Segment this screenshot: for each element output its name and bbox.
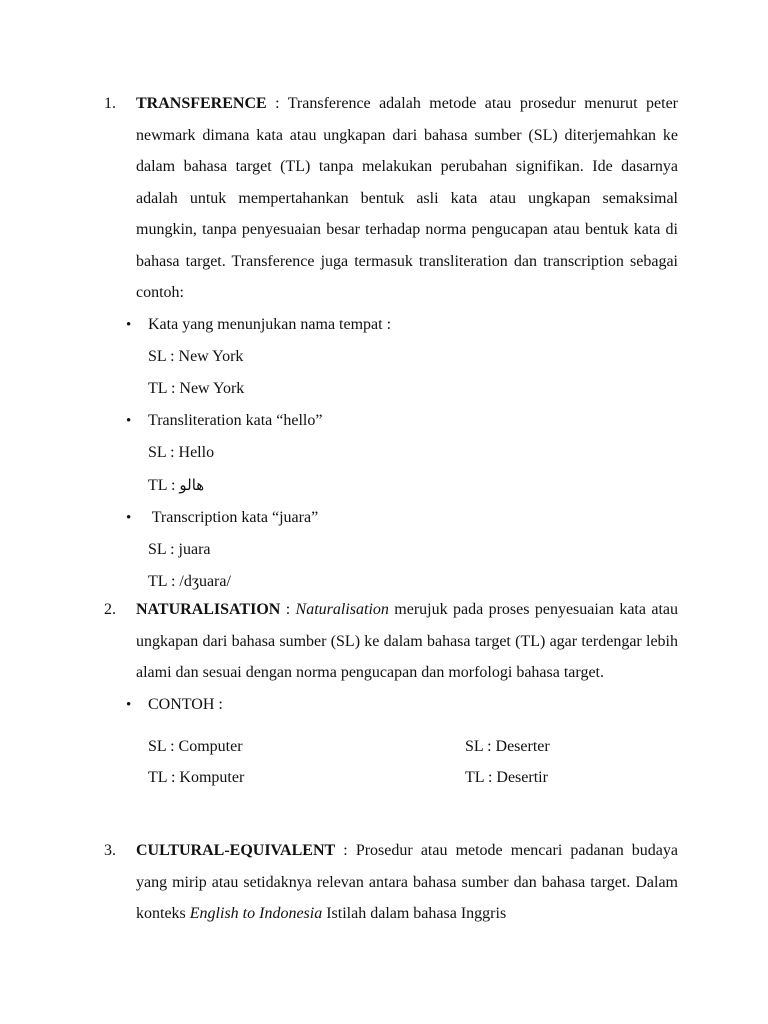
example-left-tl: TL : Komputer <box>148 769 245 786</box>
item-number: 3. <box>104 842 116 859</box>
item-paragraph <box>136 835 678 930</box>
term-heading: TRANSFERENCE <box>136 95 267 112</box>
bullet-label: CONTOH : <box>148 695 223 713</box>
list-item-transference <box>104 88 678 598</box>
separator: : <box>266 95 288 112</box>
bullet-label: Transcription kata “juara” <box>148 508 319 526</box>
example-right-tl: TL : Desertir <box>465 769 548 786</box>
bullet-dot: • <box>126 509 132 526</box>
example-grid <box>104 731 678 795</box>
bullet-label: Kata yang menunjukan nama tempat : <box>148 315 392 333</box>
term-heading: CULTURAL-EQUIVALENT <box>136 842 336 859</box>
example-tl <box>104 469 678 502</box>
tl-prefix: TL : <box>148 476 180 494</box>
bullet-item <box>104 405 678 437</box>
example-tl: TL : New York <box>148 379 245 397</box>
definition-text: merujuk pada proses penyesuaian kata atau ungkapan dari bahasa sumber (SL) ke dalam bahasa target (TL) agar terdengar lebih alami dan sesuai dengan norma pengucapan dan morfologi bahasa target. <box>136 601 678 681</box>
bullet-label: Transliteration kata “hello” <box>148 411 323 429</box>
separator: : <box>280 601 296 618</box>
example-list <box>104 689 678 721</box>
list-item-naturalisation <box>104 594 678 795</box>
definition-text-cont: Istilah dalam bahasa Inggris <box>322 905 507 922</box>
list-item-cultural-equivalent <box>104 835 678 930</box>
item-paragraph <box>136 88 678 309</box>
bullet-item <box>104 502 678 534</box>
bullet-item <box>104 309 678 341</box>
bullet-dot: • <box>126 412 132 429</box>
term-italic: Naturalisation <box>295 601 389 618</box>
item-paragraph <box>136 594 678 689</box>
example-sl: SL : New York <box>148 347 244 365</box>
separator: : <box>335 842 356 859</box>
item-number: 2. <box>104 601 116 618</box>
example-list <box>104 309 678 598</box>
bullet-item <box>104 689 678 721</box>
bullet-dot: • <box>126 696 132 713</box>
example-tl: TL : /dʒuara/ <box>148 572 231 590</box>
example-sl: SL : Hello <box>148 443 215 461</box>
italic-phrase: English to Indonesia <box>189 905 323 922</box>
example-sl: SL : juara <box>148 540 211 558</box>
example-right-sl: SL : Deserter <box>465 737 550 755</box>
bullet-dot: • <box>126 316 132 333</box>
definition-text: Prosedur atau metode mencari padanan budaya yang mirip atau setidaknya relevan antara bahasa sumber dan bahasa target. Dalam konteks <box>136 842 678 922</box>
example-left-sl: SL : Computer <box>148 737 243 755</box>
term-heading: NATURALISATION <box>136 601 281 618</box>
definition-text: Transference adalah metode atau prosedur menurut peter newmark dimana kata atau ungkapan dari bahasa sumber (SL) diterjemahkan ke dalam bahasa target (TL) tanpa melakukan perubahan signifikan. Ide dasarnya adalah untuk mempertahankan bentuk asli kata atau ungkapan semaksimal mungkin, tanpa penyesuaian besar terhadap norma pengucapan atau bentuk kata di bahasa target. Transference juga termasuk transliteration dan transcription sebagai contoh: <box>136 95 679 301</box>
arabic-text: هالو <box>179 475 205 494</box>
item-number: 1. <box>104 95 116 112</box>
